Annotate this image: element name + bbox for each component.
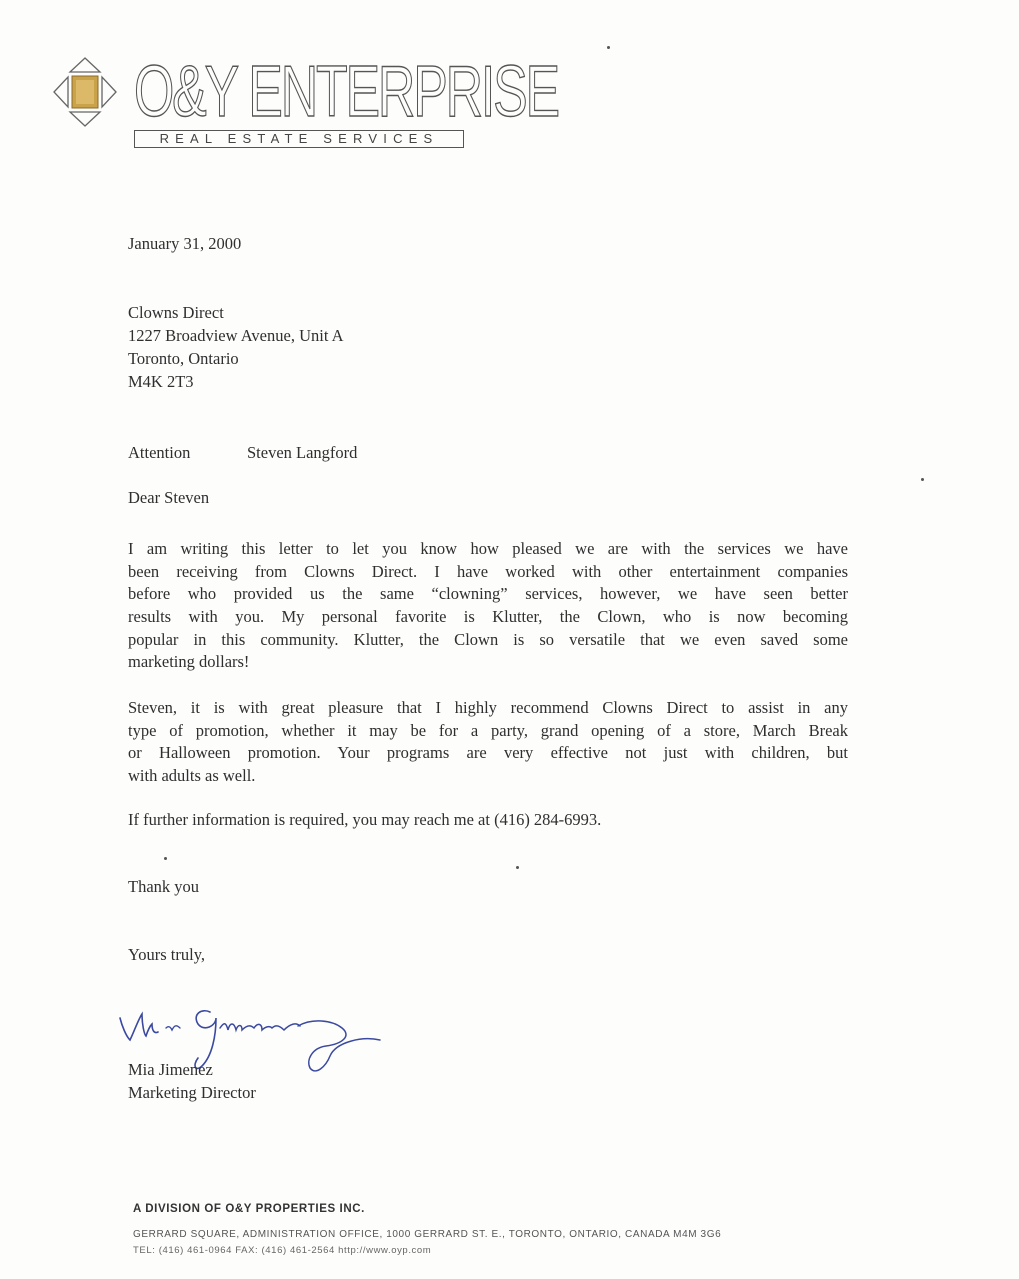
salutation: Dear Steven: [128, 488, 210, 507]
company-logo-icon: [52, 56, 118, 128]
attention-name: Steven Langford: [247, 443, 358, 462]
recipient-postal-code: M4K 2T3: [128, 372, 194, 391]
paragraph-line: with adults as well.: [128, 766, 256, 786]
recipient-address: [128, 302, 344, 394]
paragraph-line: Steven, it is with great pleasure that I highly recommend Clowns Direct to assist in any: [128, 698, 848, 717]
recipient-city: Toronto, Ontario: [128, 349, 239, 368]
footer-address: GERRARD SQUARE, ADMINISTRATION OFFICE, 1000 GERRARD ST. E., TORONTO, ONTARIO, CANADA M4M 3G6: [133, 1229, 722, 1240]
letter-date: January 31, 2000: [128, 234, 242, 253]
paragraph-line: If further information is required, you may reach me at (416) 284-6993.: [128, 810, 602, 829]
thanks-line: Thank you: [128, 877, 200, 896]
scan-speck: [607, 46, 610, 49]
paragraph-line: popular in this community. Klutter, the Clown is so versatile that we even saved some: [128, 629, 848, 649]
scan-speck: [164, 857, 167, 860]
body-paragraph-1: [128, 538, 848, 674]
footer-contact: TEL: (416) 461-0964 FAX: (416) 461-2564 http://www.oyp.com: [133, 1245, 432, 1256]
company-tagline: REAL ESTATE SERVICES: [134, 130, 464, 148]
paragraph-line: before who provided us the same “clowning” services, however, we have seen better: [128, 584, 848, 604]
scan-speck: [921, 478, 924, 481]
body-paragraph-2: [128, 697, 848, 788]
recipient-company: Clowns Direct: [128, 303, 224, 322]
paragraph-line: marketing dollars!: [128, 652, 250, 672]
paragraph-line: I am writing this letter to let you know how pleased we are with the services we have: [128, 539, 848, 558]
body-paragraph-3: [128, 809, 848, 832]
recipient-street: 1227 Broadview Avenue, Unit A: [128, 326, 344, 345]
paragraph-line: or Halloween promotion. Your programs are very effective not just with children, but: [128, 743, 848, 763]
paragraph-line: been receiving from Clowns Direct. I have worked with other entertainment companies: [128, 561, 848, 581]
scan-speck: [516, 866, 519, 869]
attention-label: Attention: [128, 443, 191, 462]
footer-division: A DIVISION OF O&Y PROPERTIES INC.: [133, 1203, 365, 1215]
closing-line: Yours truly,: [128, 945, 206, 964]
signer-title: Marketing Director: [128, 1083, 256, 1102]
company-name: O&Y ENTERPRISE: [134, 52, 558, 132]
paragraph-line: type of promotion, whether it may be for a party, grand opening of a store, March Break: [128, 720, 848, 740]
signer-name: Mia Jimenez: [128, 1060, 213, 1079]
paragraph-line: results with you. My personal favorite is Klutter, the Clown, who is now becoming: [128, 607, 848, 627]
